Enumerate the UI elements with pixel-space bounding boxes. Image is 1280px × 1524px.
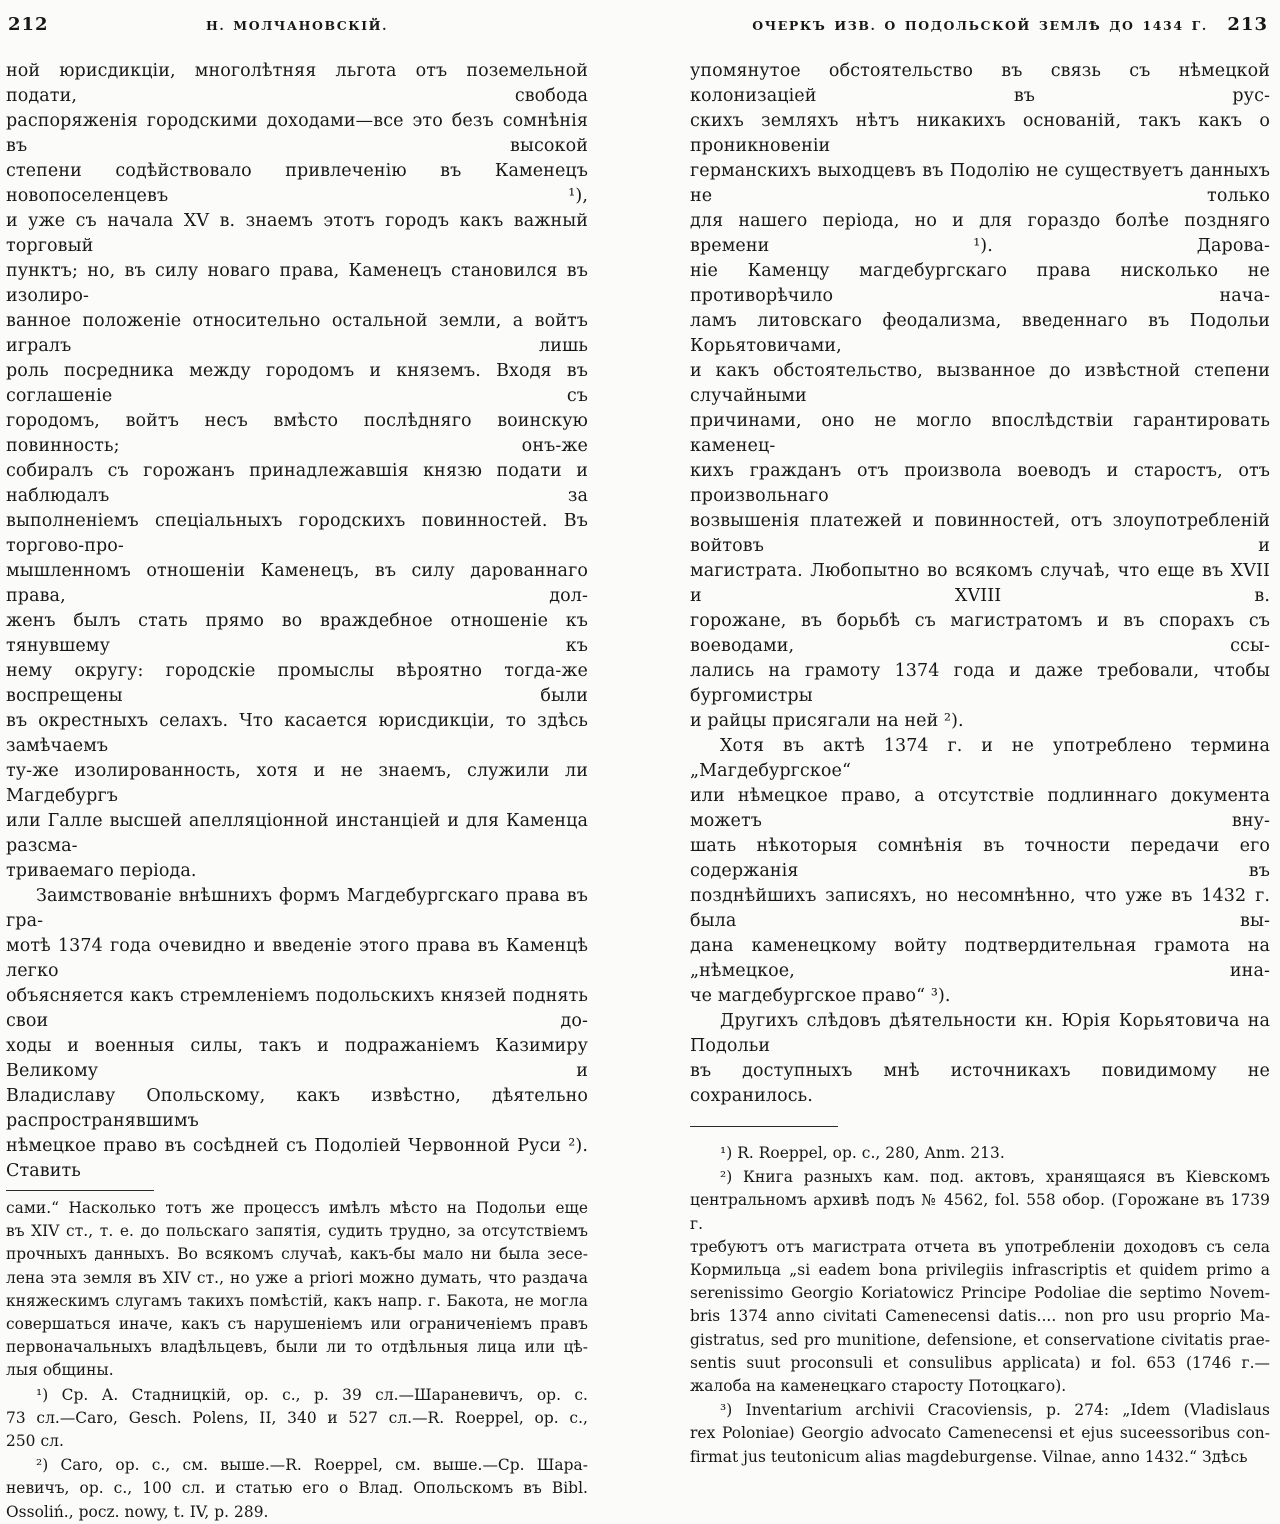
footnote-1 — [6, 1384, 588, 1454]
footnote-2 — [6, 1454, 588, 1524]
text-line: Хотя въ актѣ 1374 г. и не употреблено термина „Магдебургское“ — [690, 736, 1270, 781]
text-line: bris 1374 anno civitati Camenecensi datis.... non pro usu proprio Ma- — [690, 1307, 1270, 1326]
text-line: шать нѣкоторыя сомнѣнія въ точности передачи его содержанія въ — [690, 836, 1270, 881]
text-line: скихъ земляхъ нѣтъ никакихъ основаній, такъ какъ о проникновеніи — [690, 111, 1270, 156]
text-line: или нѣмецкое право, а отсутствіе подлиннаго документа можетъ вну- — [690, 786, 1270, 831]
footnote-separator — [690, 1126, 838, 1127]
footnote-3 — [690, 1399, 1270, 1469]
text-line: княжескимъ слугамъ такихъ помѣстій, какъ напр. г. Бакота, не могла — [6, 1291, 588, 1310]
footnote-1 — [690, 1142, 1270, 1165]
text-line: германскихъ выходцевъ въ Подолію не существуетъ данныхъ не только — [690, 161, 1270, 206]
text-line: ³) Inventarium archivii Cracoviensis, p. 274: „Idem (Vladislaus — [720, 1401, 1270, 1420]
page-header-left — [6, 14, 588, 44]
running-title: ОЧЕРКЪ ИЗВ. О ПОДОЛЬСКОЙ ЗЕМЛѢ ДО 1434 Г. — [752, 18, 1208, 33]
text-line: ²) Caro, op. c., см. выше.—R. Roeppel, см. выше.—Ср. Шара- — [36, 1456, 588, 1475]
text-line: упомянутое обстоятельство въ связь съ нѣмецкой колонизаціей въ рус- — [690, 61, 1270, 106]
text-line: rex Poloniae) Georgio advocato Camenecensi et ejus suceessoribus con- — [690, 1424, 1270, 1443]
text-line: магистрата. Любопытно во всякомъ случаѣ, что еще въ XVII и XVIII в. — [690, 561, 1270, 606]
text-line: serenissimo Georgio Koriatowicz Principe Podoliae die septimo Novem- — [690, 1284, 1270, 1303]
text-line: въ XIV ст., т. е. до польскаго запятія, судить трудно, за отсутствіемъ — [6, 1222, 588, 1241]
text-line: объясняется какъ стремленіемъ подольскихъ князей поднять свои до- — [6, 986, 588, 1031]
text-line: и уже съ начала XV в. знаемъ этотъ городъ какъ важный торговый — [6, 211, 588, 256]
paragraph — [6, 884, 588, 1184]
text-line: лыя общины. — [6, 1361, 114, 1380]
main-text-right — [690, 59, 1270, 1109]
text-line: ¹) Ср. А. Стадницкій, op. c., p. 39 сл.—Шараневичъ, op. c. — [36, 1385, 588, 1404]
text-line: ту-же изолированность, хотя и не знаемъ, служили ли Магдебургъ — [6, 761, 588, 806]
text-line: gistratus, sed pro munitione, defensione, et conservatione civitatis prae- — [690, 1330, 1270, 1349]
text-line: центральномъ архивѣ подъ № 4562, fol. 558 обор. (Горожане въ 1739 г. — [690, 1191, 1270, 1233]
text-line: Кормильца „si eadem bona privilegiis infrascriptis et quidem primo a — [690, 1261, 1270, 1280]
text-line: роль посредника между городомъ и княземъ. Входя въ соглашеніе съ — [6, 361, 588, 406]
text-line: ²) Книга разныхъ кам. под. актовъ, хранящаяся въ Кіевскомъ — [720, 1168, 1270, 1187]
text-line: прочныхъ данныхъ. Во всякомъ случаѣ, какъ-бы мало ни была зесе- — [6, 1245, 588, 1264]
paragraph-continuation — [6, 59, 588, 884]
text-line: ванное положеніе относительно остальной земли, а войтъ игралъ лишь — [6, 311, 588, 356]
text-line: и какъ обстоятельство, вызванное до извѣстной степени случайными — [690, 361, 1270, 406]
text-line: че магдебургское право“ ³). — [690, 986, 951, 1006]
text-line: мотѣ 1374 года очевидно и введеніе этого права въ Каменцѣ легко — [6, 936, 588, 981]
text-line: Ossoliń., pocz. nowy, t. IV, p. 289. — [6, 1502, 269, 1521]
page-header-right — [690, 14, 1270, 44]
text-line: требуютъ отъ магистрата отчета въ употребленіи доходовъ съ села — [690, 1237, 1270, 1256]
footnote-continuation — [6, 1197, 588, 1383]
text-line: 73 сл.—Caro, Gesch. Polens, II, 340 и 527 сл.—R. Roeppel, op. c., — [6, 1408, 588, 1427]
footnote-separator — [6, 1190, 154, 1191]
text-line: нему округу: городскіе промыслы вѣроятно тогда-же воспрещены были — [6, 661, 588, 706]
paragraph — [690, 734, 1270, 1009]
main-text-left — [6, 59, 588, 1184]
page-number: 212 — [8, 14, 49, 35]
text-line: нѣмецкое право въ сосѣдней съ Подоліей Червонной Руси ²). Ставить — [6, 1136, 588, 1181]
text-line: выполненіемъ спеціальныхъ городскихъ повинностей. Въ торгово-про- — [6, 511, 588, 556]
footnote-2 — [690, 1166, 1270, 1398]
text-line: ламъ литовскаго феодализма, введеннаго въ Подольи Корьятовичами, — [690, 311, 1270, 356]
text-line: для нашего періода, но и для гораздо болѣе поздняго времени ¹). Дарова- — [690, 211, 1270, 256]
page-number: 213 — [1227, 14, 1268, 35]
text-line: 250 сл. — [6, 1432, 64, 1451]
footnotes-right — [690, 1142, 1270, 1469]
text-line: собиралъ съ горожанъ принадлежавшія князю подати и наблюдалъ за — [6, 461, 588, 506]
text-line: совершаться иначе, какъ съ нарушеніемъ или ограниченіемъ правъ — [6, 1315, 588, 1334]
text-line: ¹) R. Roeppel, op. c., 280, Anm. 213. — [720, 1144, 1005, 1162]
text-line: жалоба на каменецкаго старосту Потоцкаго). — [690, 1377, 1067, 1396]
paragraph — [690, 1009, 1270, 1109]
text-line: невичъ, op. c., 100 сл. и статью его о Влад. Опольскомъ въ Bibl. — [6, 1479, 588, 1498]
text-line: ной юрисдикціи, многолѣтняя льгота отъ поземельной подати, свобода — [6, 61, 588, 106]
text-line: городомъ, войтъ несъ вмѣсто послѣдняго воинскую повинность; онъ-же — [6, 411, 588, 456]
page-212 — [0, 0, 640, 1521]
text-line: мышленномъ отношеніи Каменецъ, въ силу дарованнаго права, дол- — [6, 561, 588, 606]
text-line: ходы и военныя силы, такъ и подражаніемъ Казимиру Великому и — [6, 1036, 588, 1081]
footnotes-left — [6, 1197, 588, 1524]
text-line: Другихъ слѣдовъ дѣятельности кн. Юрія Корьятовича на Подольи — [690, 1011, 1270, 1056]
text-line: кихъ гражданъ отъ произвола воеводъ и старостъ, отъ произвольнаго — [690, 461, 1270, 506]
page-213 — [640, 0, 1280, 1466]
text-line: ніе Каменцу магдебургскаго права нисколько не противорѣчило нача- — [690, 261, 1270, 306]
text-line: первоначальныхъ владѣльцевъ, были ли то отдѣльныя лица или цѣ- — [6, 1338, 588, 1357]
text-line: женъ былъ стать прямо во враждебное отношеніе къ тянувшему къ — [6, 611, 588, 656]
text-line: Заимствованіе внѣшнихъ формъ Магдебургскаго права въ гра- — [6, 886, 588, 931]
text-line: дана каменецкому войту подтвердительная грамота на „нѣмецкое, ина- — [690, 936, 1270, 981]
text-line: триваемаго періода. — [6, 861, 197, 881]
text-line: firmat jus teutonicum alias magdeburgense. Vilnae, anno 1432.“ Здѣсь — [690, 1447, 1248, 1466]
text-line: лались на грамоту 1374 года и даже требовали, чтобы бургомистры — [690, 661, 1270, 706]
text-line: и райцы присягали на ней ²). — [690, 711, 964, 731]
text-line: пунктъ; но, въ силу новаго права, Каменецъ становился въ изолиро- — [6, 261, 588, 306]
text-line: возвышенія платежей и повинностей, отъ злоупотребленій войтовъ и — [690, 511, 1270, 556]
text-line: въ окрестныхъ селахъ. Что касается юрисдикціи, то здѣсь замѣчаемъ — [6, 711, 588, 756]
text-line: степени содѣйствовало привлеченію въ Каменецъ новопоселенцевъ ¹), — [6, 161, 588, 206]
text-line: сами.“ Насколько тотъ же процессъ имѣлъ мѣсто на Подольи еще — [6, 1199, 588, 1217]
text-line: или Галле высшей апелляціонной инстанціей и для Каменца разсма- — [6, 811, 588, 856]
text-line: распоряженія городскими доходами—все это безъ сомнѣнія въ высокой — [6, 111, 588, 156]
text-line: Владиславу Опольскому, какъ извѣстно, дѣятельно распространявшимъ — [6, 1086, 588, 1131]
text-line: позднѣйшихъ записяхъ, но несомнѣнно, что уже въ 1432 г. была вы- — [690, 886, 1270, 931]
text-line: причинами, оно не могло впослѣдствіи гарантировать каменец- — [690, 411, 1270, 456]
running-title: Н. МОЛЧАНОВСКІЙ. — [205, 18, 389, 33]
text-line: лена эта земля въ XIV ст., но уже a priori можно думать, что раздача — [6, 1268, 588, 1287]
text-line: sentis suut proconsuli et consulibus applicata) и fol. 653 (1746 г.— — [690, 1353, 1270, 1372]
text-line: горожане, въ борьбѣ съ магистратомъ и въ спорахъ съ воеводами, ссы- — [690, 611, 1270, 656]
paragraph-continuation — [690, 59, 1270, 734]
text-line: въ доступныхъ мнѣ источникахъ повидимому не сохранилось. — [690, 1061, 1270, 1106]
